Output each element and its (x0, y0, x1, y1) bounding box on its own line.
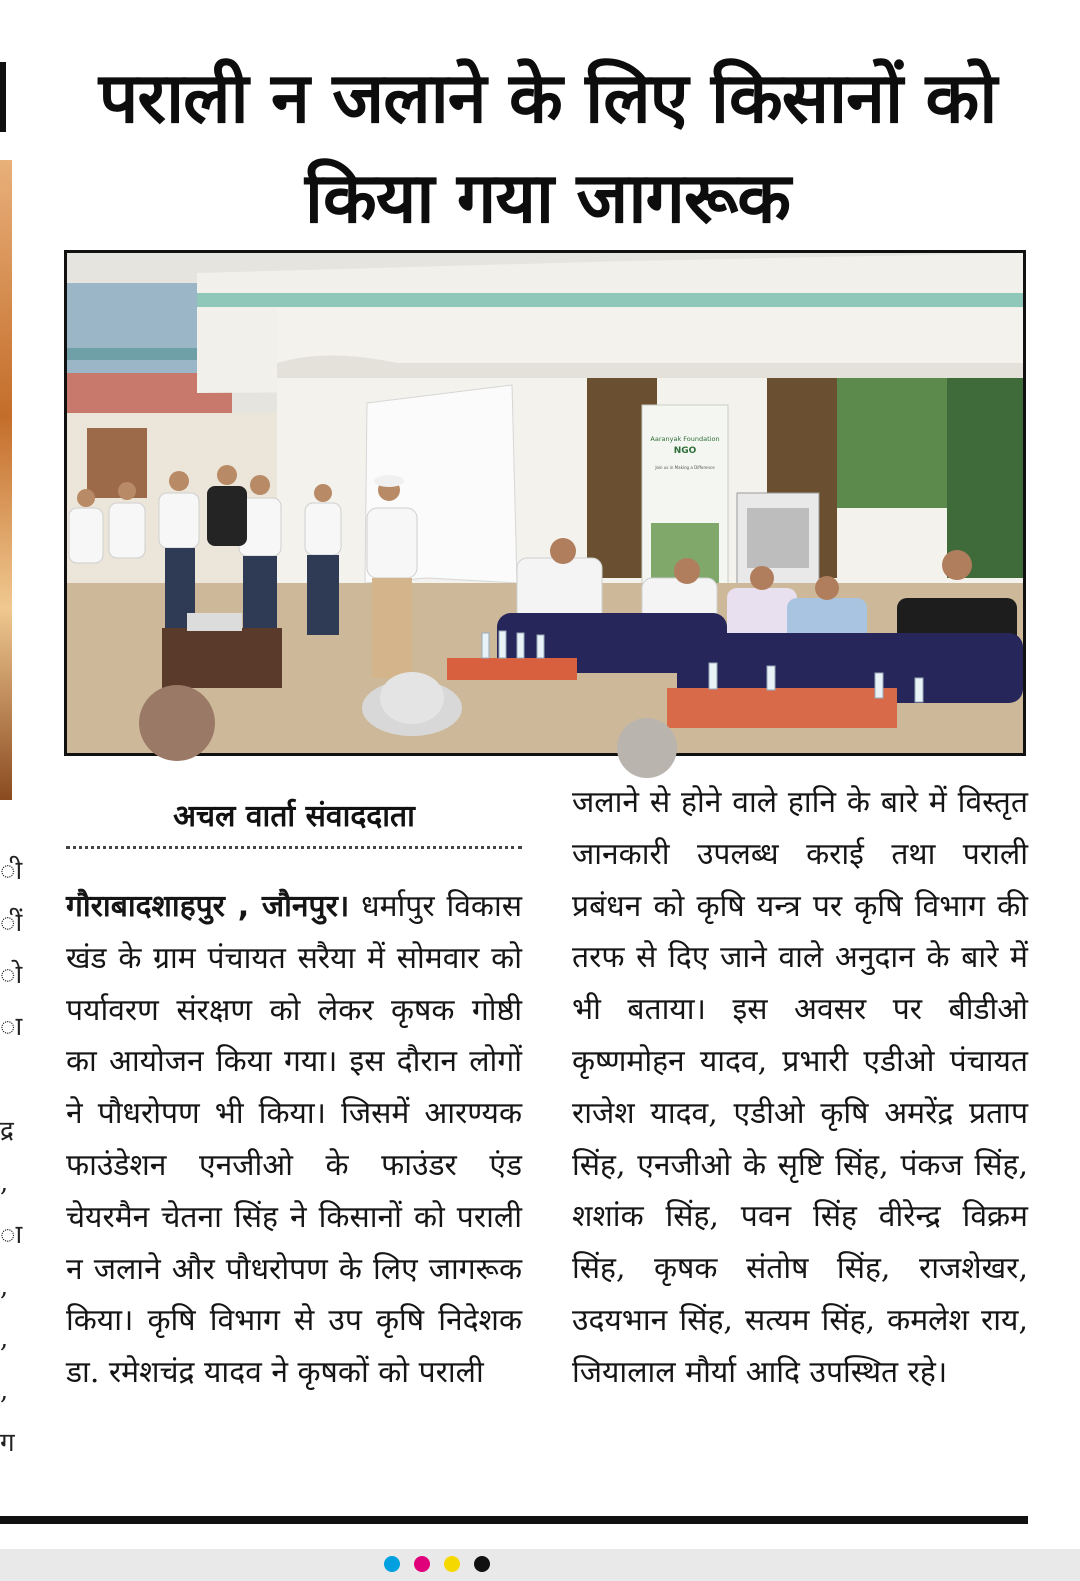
adjacent-text-fragments (0, 845, 23, 1469)
banner-ngo-text: NGO (673, 446, 697, 456)
dotted-divider (66, 846, 522, 849)
body-text-left: धर्मापुर विकास खंड के ग्राम पंचायत सरैया में सोमवार को पर्यावरण संरक्षण को लेकर कृषक गोष्ठी का आयोजन किया गया। इस दौरान लोगों ने पौधरोपण भी किया। जिसमें आरण्यक फाउंडेशन एनजीओ के फाउंडर एंड चेयरमैन चेतना सिंह ने किसानों को पराली न जलाने और पौधरोपण के लिए जागरूक किया। कृषि विभाग से उप कृषि निदेशक डा. रमेशचंद्र यादव ने कृषकों को पराली (66, 889, 522, 1391)
adjacent-fragment: ी (0, 856, 23, 886)
headline: पराली न जलाने के लिए किसानों को किया गया जागरूक (98, 57, 997, 239)
adjacent-fragment: ा (0, 1012, 23, 1042)
adjacent-fragment: , (0, 1272, 9, 1302)
adjacent-fragment: , (0, 1168, 9, 1198)
adjacent-fragment: द्र (0, 1116, 14, 1146)
adjacent-column (0, 0, 23, 1581)
body-text-right: जलाने से होने वाले हानि के बारे में विस्तृत जानकारी उपलब्ध कराई तथा पराली प्रबंधन को कृषि यन्त्र पर कृषि विभाग की तरफ से दिए जाने वाले अनुदान के बारे में भी बताया। इस अवसर पर बीडीओ कृष्णमोहन यादव, प्रभारी एडीओ पंचायत राजेश यादव, एडीओ कृषि अमरेंद्र प्रताप सिंह, एनजीओ के सृष्टि सिंह, पंकज सिंह, शशांक सिंह, पवन सिंह वीरेन्द्र विक्रम सिंह, कृषक संतोष सिंह, राजशेखर, उदयभान सिंह, सत्यम सिंह, कमलेश राय, जियालाल मौर्या आदि उपस्थित रहे। (572, 785, 1028, 1390)
adjacent-fragment: ीं (0, 908, 23, 938)
banner-org-text: Aaranyak Foundation (650, 435, 720, 443)
yellow-registration-mark (444, 1556, 460, 1572)
article-column-left (66, 881, 522, 1399)
adjacent-headline-fragment (0, 62, 6, 132)
dateline: गौराबादशाहपुर , जौनपुर। (66, 889, 350, 924)
adjacent-fragment (0, 1053, 14, 1105)
adjacent-photo-edge (0, 160, 12, 800)
footer-band (0, 1549, 1080, 1581)
article-column-right (572, 777, 1028, 1399)
adjacent-fragment: , (0, 1324, 9, 1354)
adjacent-fragment: ा (0, 1220, 23, 1250)
news-photo (64, 250, 1026, 756)
bottom-rule (0, 1516, 1028, 1524)
cyan-registration-mark (384, 1556, 400, 1572)
byline: अचल वार्ता संवाददाता (173, 799, 415, 834)
banner-tagline-text: Join us in Making a Difference (655, 465, 715, 470)
magenta-registration-mark (414, 1556, 430, 1572)
black-registration-mark (474, 1556, 490, 1572)
adjacent-fragment: ग (0, 1428, 15, 1458)
adjacent-fragment: , (0, 1376, 9, 1406)
adjacent-fragment: ो (0, 960, 23, 990)
